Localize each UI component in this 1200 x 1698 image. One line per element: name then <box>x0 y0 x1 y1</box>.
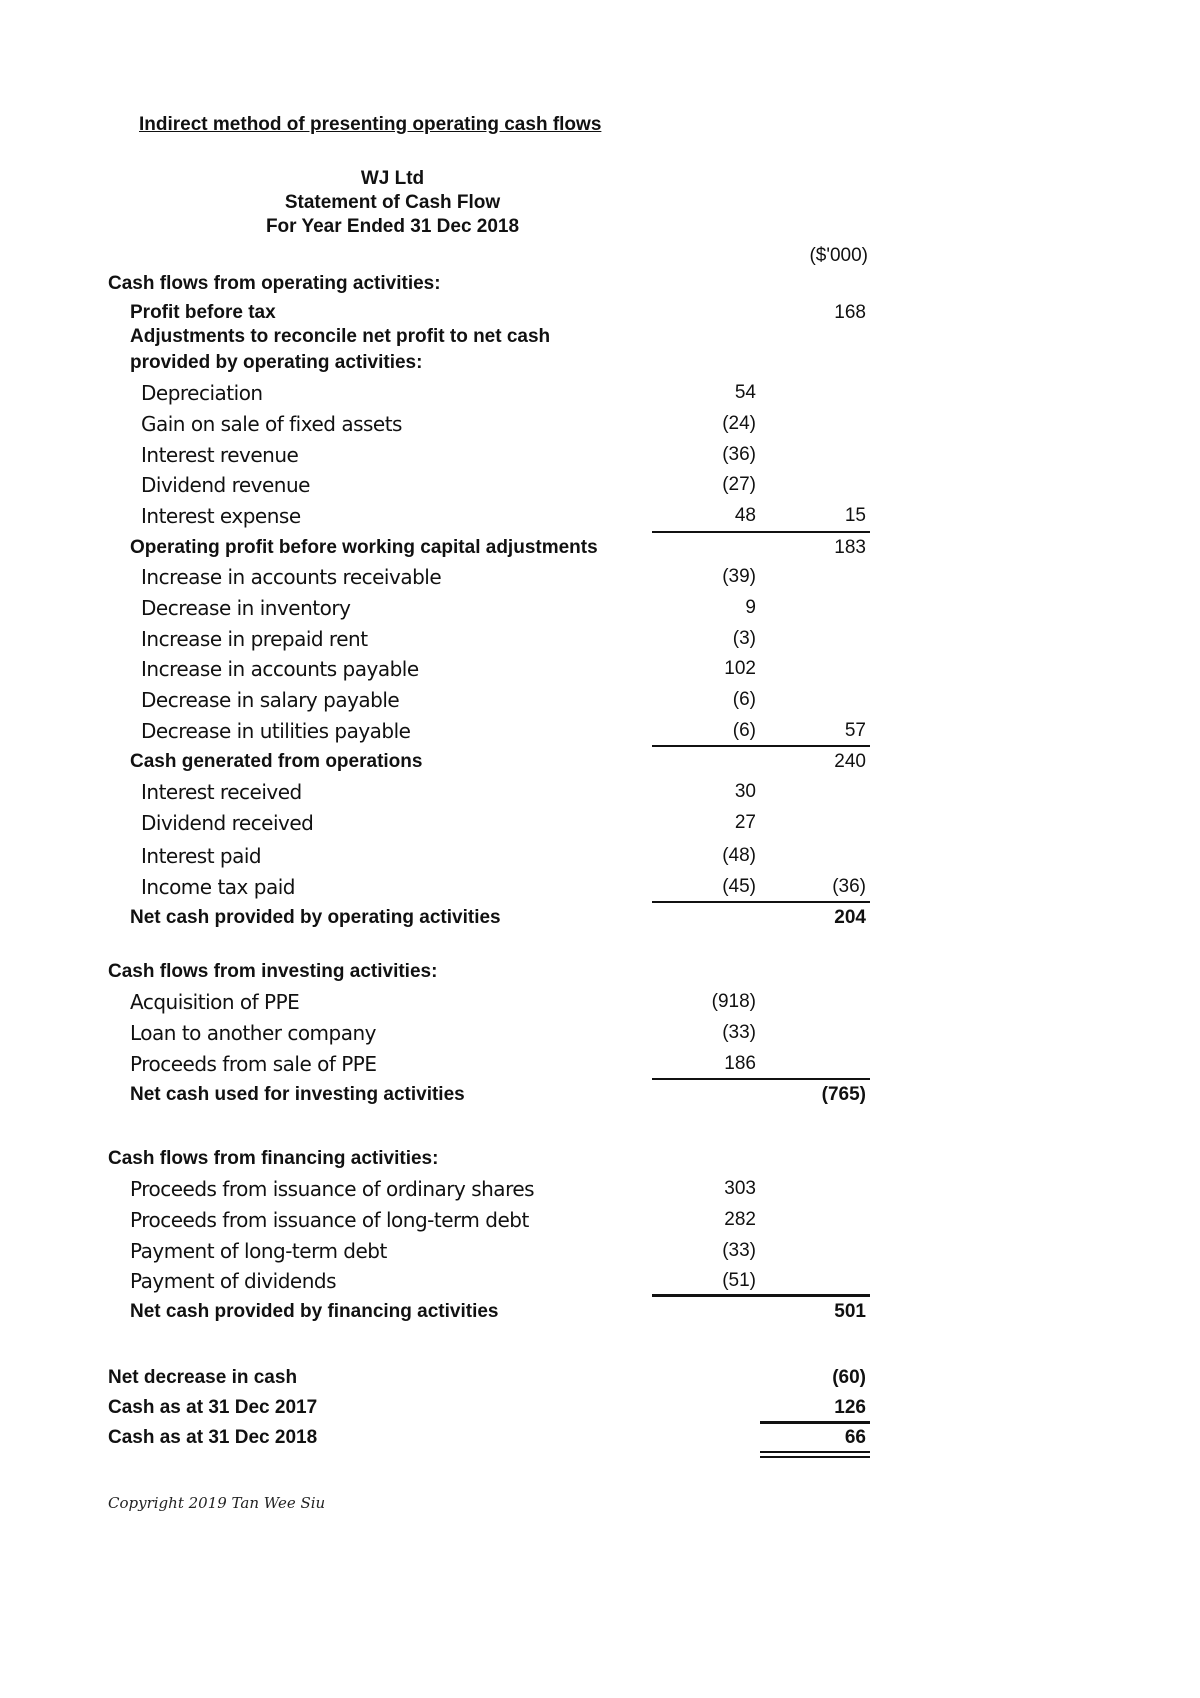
divider-line <box>652 1294 870 1297</box>
row-label: Income tax paid <box>141 875 295 899</box>
row-label: provided by operating activities: <box>130 352 423 373</box>
row-label: Profit before tax <box>130 302 276 323</box>
row-label: Net decrease in cash <box>108 1367 298 1388</box>
section-heading-financing <box>0 1145 1200 1175</box>
document-heading: Indirect method of presenting operating cash flows <box>139 114 602 135</box>
row-label: Adjustments to reconcile net profit to net cash <box>130 326 551 347</box>
row-label: Gain on sale of fixed assets <box>141 412 402 436</box>
statement-row <box>0 1267 1200 1297</box>
divider-line <box>652 531 870 533</box>
item-value: 30 <box>734 781 756 802</box>
row-label: Payment of dividends <box>130 1269 336 1293</box>
row-label: Interest expense <box>141 504 301 528</box>
opening-cash-row <box>0 1394 1200 1424</box>
subtotal-row <box>0 534 1200 564</box>
row-label: Interest paid <box>141 844 262 868</box>
row-label: Decrease in inventory <box>141 596 351 620</box>
row-label: Proceeds from issuance of long-term debt <box>130 1208 529 1232</box>
row-label: Dividend received <box>141 811 314 835</box>
row-label: Net cash provided by operating activities <box>130 907 501 928</box>
row-label: Loan to another company <box>130 1021 376 1045</box>
total-value: 66 <box>844 1427 866 1448</box>
divider-line <box>652 1078 870 1080</box>
statement-title: Statement of Cash Flow <box>284 192 501 213</box>
row-label: Proceeds from issuance of ordinary shares <box>130 1177 535 1201</box>
row-label: Interest revenue <box>141 443 299 467</box>
subtotal-row <box>0 748 1200 778</box>
row-label: Decrease in utilities payable <box>141 719 411 743</box>
row-label: Cash as at 31 Dec 2018 <box>108 1427 318 1448</box>
statement-row <box>0 349 1200 379</box>
total-value: 204 <box>834 907 866 928</box>
row-label: Net cash used for investing activities <box>130 1084 465 1105</box>
total-value: 15 <box>844 505 866 526</box>
row-label: Operating profit before working capital adjustments <box>130 537 598 558</box>
total-value: 57 <box>844 720 866 741</box>
item-value: (33) <box>722 1022 756 1043</box>
row-label: Cash flows from investing activities: <box>108 961 438 982</box>
statement-row <box>0 471 1200 501</box>
statement-row <box>0 563 1200 593</box>
section-heading-operating <box>0 270 1200 300</box>
total-value: 240 <box>834 751 866 772</box>
copyright-note: Copyright 2019 Tan Wee Siu <box>108 1494 326 1512</box>
statement-row <box>0 988 1200 1018</box>
row-label: Depreciation <box>141 381 263 405</box>
total-value: 168 <box>834 302 866 323</box>
item-value: (36) <box>722 444 756 465</box>
row-label: Increase in accounts receivable <box>141 565 442 589</box>
item-value: (39) <box>722 566 756 587</box>
row-label: Acquisition of PPE <box>130 990 300 1014</box>
units-label: ($'000) <box>809 245 868 266</box>
section-heading-investing <box>0 958 1200 988</box>
row-label: Increase in accounts payable <box>141 657 419 681</box>
statement-row <box>0 1050 1200 1080</box>
item-value: (45) <box>722 876 756 897</box>
item-value: (6) <box>732 689 756 710</box>
statement-row <box>0 717 1200 747</box>
item-value: (48) <box>722 845 756 866</box>
statement-row <box>0 1237 1200 1267</box>
total-value: 501 <box>834 1301 866 1322</box>
row-label: Increase in prepaid rent <box>141 627 368 651</box>
statement-row <box>0 379 1200 409</box>
row-label: Cash flows from operating activities: <box>108 273 441 294</box>
item-value: 186 <box>724 1053 756 1074</box>
divider-line <box>652 901 870 903</box>
row-label: Cash as at 31 Dec 2017 <box>108 1397 318 1418</box>
item-value: 303 <box>724 1178 756 1199</box>
statement-row <box>0 1019 1200 1049</box>
item-value: 282 <box>724 1209 756 1230</box>
net-change-row <box>0 1364 1200 1394</box>
item-value: (918) <box>711 991 756 1012</box>
statement-row <box>0 625 1200 655</box>
item-value: 9 <box>745 597 756 618</box>
total-value: (765) <box>821 1084 866 1105</box>
statement-row <box>0 441 1200 471</box>
row-label: Net cash provided by financing activities <box>130 1301 499 1322</box>
double-underline <box>760 1451 870 1458</box>
total-value: (36) <box>832 876 866 897</box>
divider-line <box>652 745 870 747</box>
statement-row <box>0 842 1200 872</box>
statement-row <box>0 410 1200 440</box>
closing-cash-row <box>0 1424 1200 1454</box>
total-value: 183 <box>834 537 866 558</box>
item-value: 48 <box>734 505 756 526</box>
row-label: Cash generated from operations <box>130 751 423 772</box>
statement-row <box>0 655 1200 685</box>
statement-row <box>0 809 1200 839</box>
statement-row <box>0 778 1200 808</box>
item-value: (33) <box>722 1240 756 1261</box>
company-name: WJ Ltd <box>360 168 425 189</box>
statement-row <box>0 502 1200 532</box>
total-row-financing <box>0 1298 1200 1328</box>
statement-row <box>0 1206 1200 1236</box>
item-value: (27) <box>722 474 756 495</box>
row-label: Decrease in salary payable <box>141 688 400 712</box>
item-value: 54 <box>734 382 756 403</box>
row-label: Interest received <box>141 780 302 804</box>
statement-row <box>0 594 1200 624</box>
row-label: Cash flows from financing activities: <box>108 1148 439 1169</box>
row-label: Proceeds from sale of PPE <box>130 1052 377 1076</box>
item-value: (51) <box>722 1270 756 1291</box>
statement-row <box>0 686 1200 716</box>
statement-period: For Year Ended 31 Dec 2018 <box>265 216 520 237</box>
item-value: (24) <box>722 413 756 434</box>
row-label: Dividend revenue <box>141 473 310 497</box>
item-value: 27 <box>734 812 756 833</box>
total-row-investing <box>0 1081 1200 1111</box>
item-value: (6) <box>732 720 756 741</box>
total-value: 126 <box>834 1397 866 1418</box>
statement-row <box>0 1175 1200 1205</box>
item-value: 102 <box>724 658 756 679</box>
item-value: (3) <box>732 628 756 649</box>
row-label: Payment of long-term debt <box>130 1239 387 1263</box>
statement-row <box>0 873 1200 903</box>
total-row-operating <box>0 904 1200 934</box>
total-value: (60) <box>832 1367 866 1388</box>
